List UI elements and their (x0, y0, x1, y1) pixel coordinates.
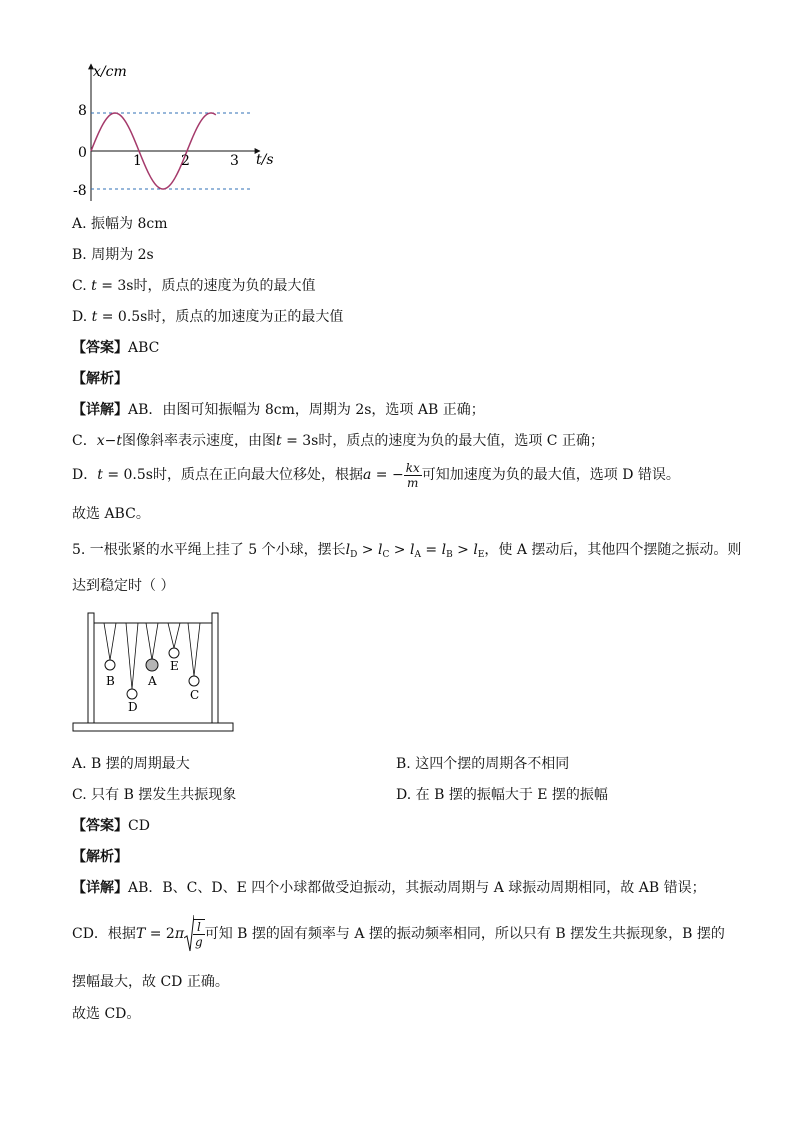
q4-detail-ab-text: AB．由图可知振幅为 8cm，周期为 2s，选项 AB 正确； (128, 402, 485, 418)
var-l: l (345, 542, 351, 558)
subscript-e: E (477, 550, 485, 560)
x-tick-label: 3 (230, 153, 239, 169)
q4-d-rest: 可知加速度为负的最大值，选项 D 错误。 (421, 467, 680, 483)
q5-detail-3: 摆幅最大，故 CD 正确。 (72, 974, 229, 990)
label-d: D (128, 700, 138, 714)
answer-tag: 【答案】 (72, 818, 128, 834)
answer-value: ABC (128, 340, 160, 356)
subscript-c: C (382, 550, 390, 560)
fraction-denominator: m (407, 475, 419, 490)
label-e: E (170, 659, 179, 673)
var-l: l (473, 542, 478, 558)
subscript-d: D (350, 550, 358, 560)
pendulum-d-ball (127, 689, 137, 699)
var-t: t (91, 278, 97, 294)
pendulum-e-string (168, 623, 180, 648)
q5-option-d: D. 在 B 摆的振幅大于 E 摆的振幅 (396, 787, 608, 803)
q4-option-c: C. t = 3s时，质点的速度为负的最大值 (72, 278, 316, 294)
label-a: A (148, 674, 157, 688)
kx-over-m-fraction (404, 461, 422, 490)
q5-conclusion: 故选 CD。 (72, 1006, 141, 1022)
q5-detail-cd (72, 912, 725, 956)
root-denominator: g (195, 935, 203, 949)
q4-option-d-text: = 0.5s时，质点的加速度为正的最大值 (97, 309, 344, 325)
subscript-a: A (414, 550, 421, 560)
answer-tag: 【答案】 (72, 340, 128, 356)
eq-sign: = (420, 542, 442, 558)
subscript-b: B (446, 550, 453, 560)
y-axis-label-text: x/cm (93, 64, 127, 80)
q5-option-b: B. 这四个摆的周期各不相同 (396, 756, 570, 772)
fraction-numerator: kx (405, 460, 420, 475)
y-tick-label: 8 (78, 103, 87, 119)
gt-sign: > (357, 542, 378, 558)
q4-d-prefix: D． (72, 467, 98, 483)
pendulum-b-string (104, 623, 116, 660)
q4-option-b: B. 周期为 2s (72, 247, 154, 263)
label-b: B (106, 674, 115, 688)
x-axis-label: t/s (256, 152, 274, 168)
equals-2: = 2 (145, 926, 175, 942)
q4-c-prefix: C． (72, 433, 97, 449)
pendulum-c-string (188, 623, 200, 676)
q4-option-a: A. 振幅为 8cm (72, 216, 168, 232)
q5-detail-ab-text: AB．B、C、D、E 四个小球都做受迫振动，其振动周期与 A 球振动周期相同，故 AB 错误； (128, 880, 706, 896)
pendulum-b-ball (105, 660, 115, 670)
q4-detail-ab (72, 401, 485, 419)
q5-stem-end: ，使 A 摆动后，其他四个摆随之振动。则 (484, 542, 742, 558)
var-t: t (97, 467, 103, 483)
q4-c-mid: 图像斜率表示速度，由图 (121, 433, 276, 449)
pendulum-c-ball (189, 676, 199, 686)
var-l: l (409, 542, 415, 558)
var-t: t (275, 433, 282, 449)
var-l: l (377, 542, 383, 558)
var-T: T (135, 926, 146, 942)
q4-option-c-text: = 3s时，质点的速度为负的最大值 (96, 278, 316, 294)
q4-option-d: D. t = 0.5s时，质点的加速度为正的最大值 (72, 309, 344, 325)
y-axis-label (93, 64, 127, 80)
q5-cd-prefix: CD．根据 (72, 926, 136, 942)
gt-sign: > (452, 542, 474, 558)
y-tick-label: 0 (78, 145, 87, 161)
x-tick-label: 1 (133, 153, 142, 169)
frame-base (73, 723, 233, 731)
x-tick-label: 2 (181, 153, 190, 169)
q5-stem-start: 5. 一根张紧的水平绳上挂了 5 个小球，摆长 (72, 542, 346, 558)
x-t-expression: x−t (96, 433, 122, 449)
y-tick-label: -8 (73, 183, 87, 199)
pendulum-a-string (146, 623, 158, 660)
displacement-time-graph (70, 56, 290, 206)
pendulum-a-ball (146, 659, 158, 671)
detail-tag: 【详解】 (72, 880, 128, 896)
frame-post-left (88, 613, 94, 723)
pendulum-figure (70, 608, 240, 738)
var-l: l (441, 542, 447, 558)
answer-value: CD (128, 818, 150, 834)
detail-tag: 【详解】 (72, 402, 128, 418)
q4-d-mid: = 0.5s时，质点在正向最大位移处，根据 (102, 467, 363, 483)
gt-sign: > (389, 542, 410, 558)
q5-stem-line1 (72, 541, 741, 564)
q5-stem-line2: 达到稳定时（ ） (72, 578, 175, 594)
q4-analysis-tag: 【解析】 (72, 371, 128, 387)
equals-minus: = − (371, 467, 404, 483)
q5-answer (72, 817, 150, 835)
q5-analysis-tag: 【解析】 (72, 849, 128, 865)
q5-option-a: A. B 摆的周期最大 (72, 756, 190, 772)
var-t: t (91, 309, 98, 325)
q5-option-c: C. 只有 B 摆发生共振现象 (72, 787, 237, 803)
q4-detail-c (72, 432, 604, 450)
pendulum-d-string (126, 623, 138, 689)
pi-symbol: π (174, 926, 185, 942)
frame-post-right (212, 613, 218, 723)
label-c: C (190, 688, 200, 702)
q5-detail-ab (72, 879, 706, 897)
pendulum-e-ball (169, 648, 179, 658)
q4-c-rest: = 3s时，质点的速度为负的最大值，选项 C 正确； (281, 433, 604, 449)
q5-cd-rest: 可知 B 摆的固有频率与 A 摆的振动频率相同，所以只有 B 摆发生共振现象，B 摆的 (204, 926, 725, 942)
q4-conclusion: 故选 ABC。 (72, 506, 150, 522)
var-a: a (362, 467, 372, 483)
root-numerator: l (193, 920, 205, 935)
l-over-g-fraction (193, 919, 205, 949)
q4-detail-d (72, 460, 680, 490)
q4-answer (72, 339, 159, 357)
